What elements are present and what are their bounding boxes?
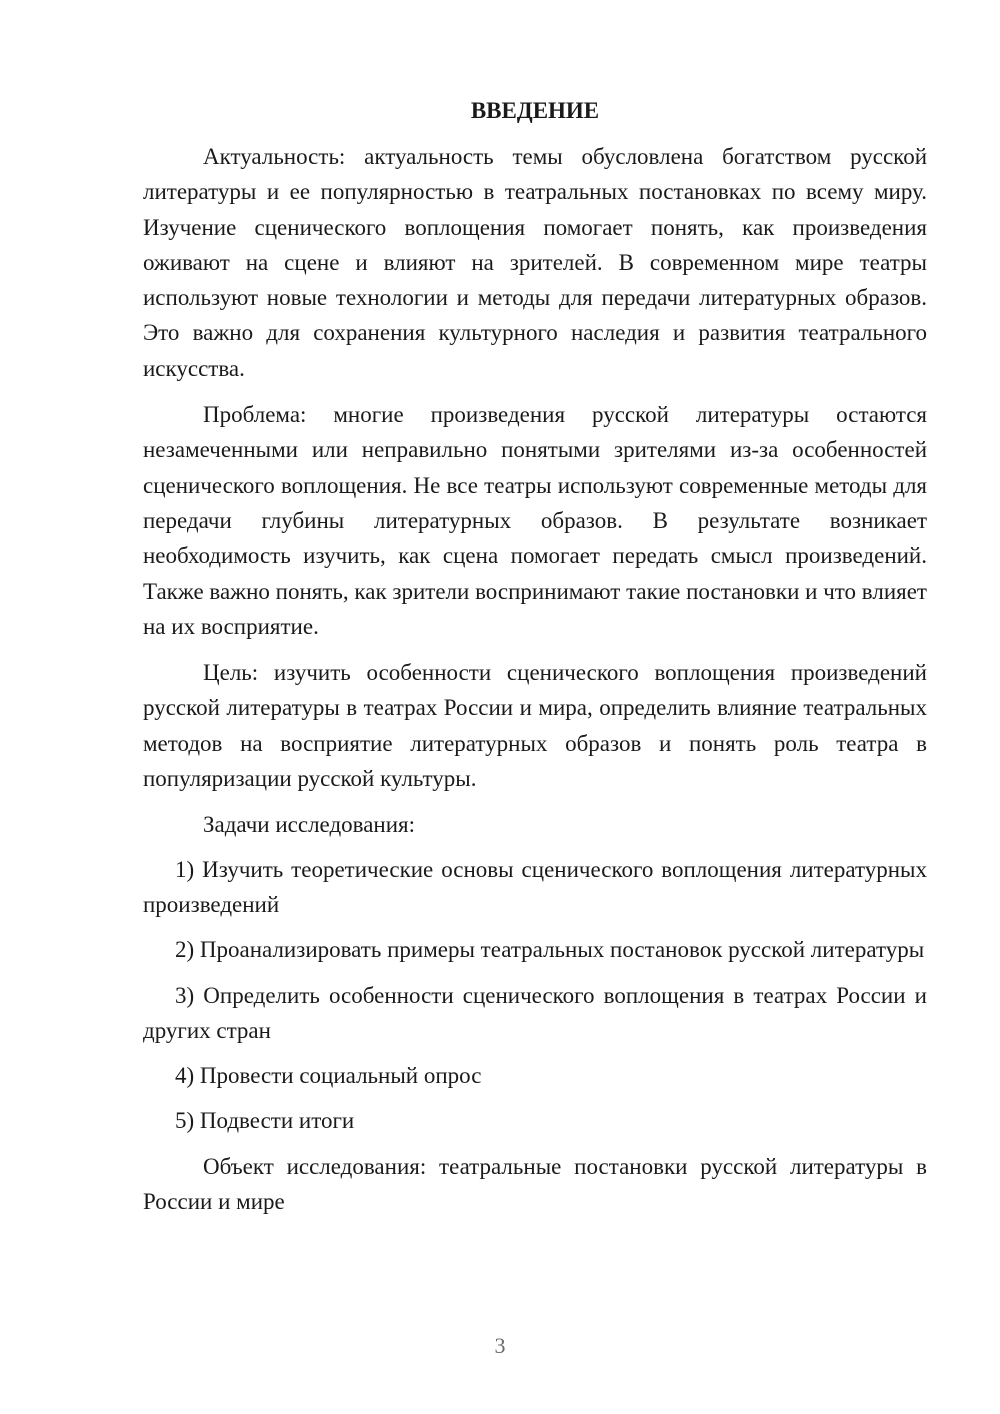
task-item: 5) Подвести итоги [175,1108,355,1134]
task-item: 4) Провести социальный опрос [175,1063,482,1089]
section-heading: ВВЕДЕНИЕ [470,98,600,123]
task-item: 1) Изучить теоретические основы сценического воплощения литературных произведений [143,856,927,917]
task-item: 2) Проанализировать примеры театральных постановок русской литературы [175,937,925,963]
problem-paragraph: Проблема: многие произведения русской литературы остаются незамеченными или неправильно понятыми зрителями из-за особенностей сценического воплощения. Не все театры используют современные методы для передачи глубины литературных образов. В результате возникает необходимость изучить, как сцена помогает передать смысл произведений. Также важно понять, как зрители воспринимают такие постановки и что влияет на их восприятие. [143,402,927,639]
object-paragraph: Объект исследования: театральные постановки русской литературы в России и мире [143,1153,927,1215]
page-content [143,95,927,1230]
relevance-paragraph: Актуальность: актуальность темы обусловлена богатством русской литературы и ее популярностью в театральных постановках по всему миру. Изучение сценического воплощения помогает понять, как произведения оживают на сцене и влияют на зрителей. В современном мире театры используют новые технологии и методы для передачи литературных образов. Это важно для сохранения культурного наследия и развития театрального искусства. [143,144,927,381]
tasks-intro: Задачи исследования: [203,812,416,838]
goal-paragraph: Цель: изучить особенности сценического воплощения произведений русской литературы в театрах России и мира, определить влияние театральных методов на восприятие литературных образов и понять роль театра в популяризации русской культуры. [143,660,927,792]
page-number: 3 [494,1333,506,1358]
task-item: 3) Определить особенности сценического воплощения в театрах России и других стран [143,982,927,1043]
